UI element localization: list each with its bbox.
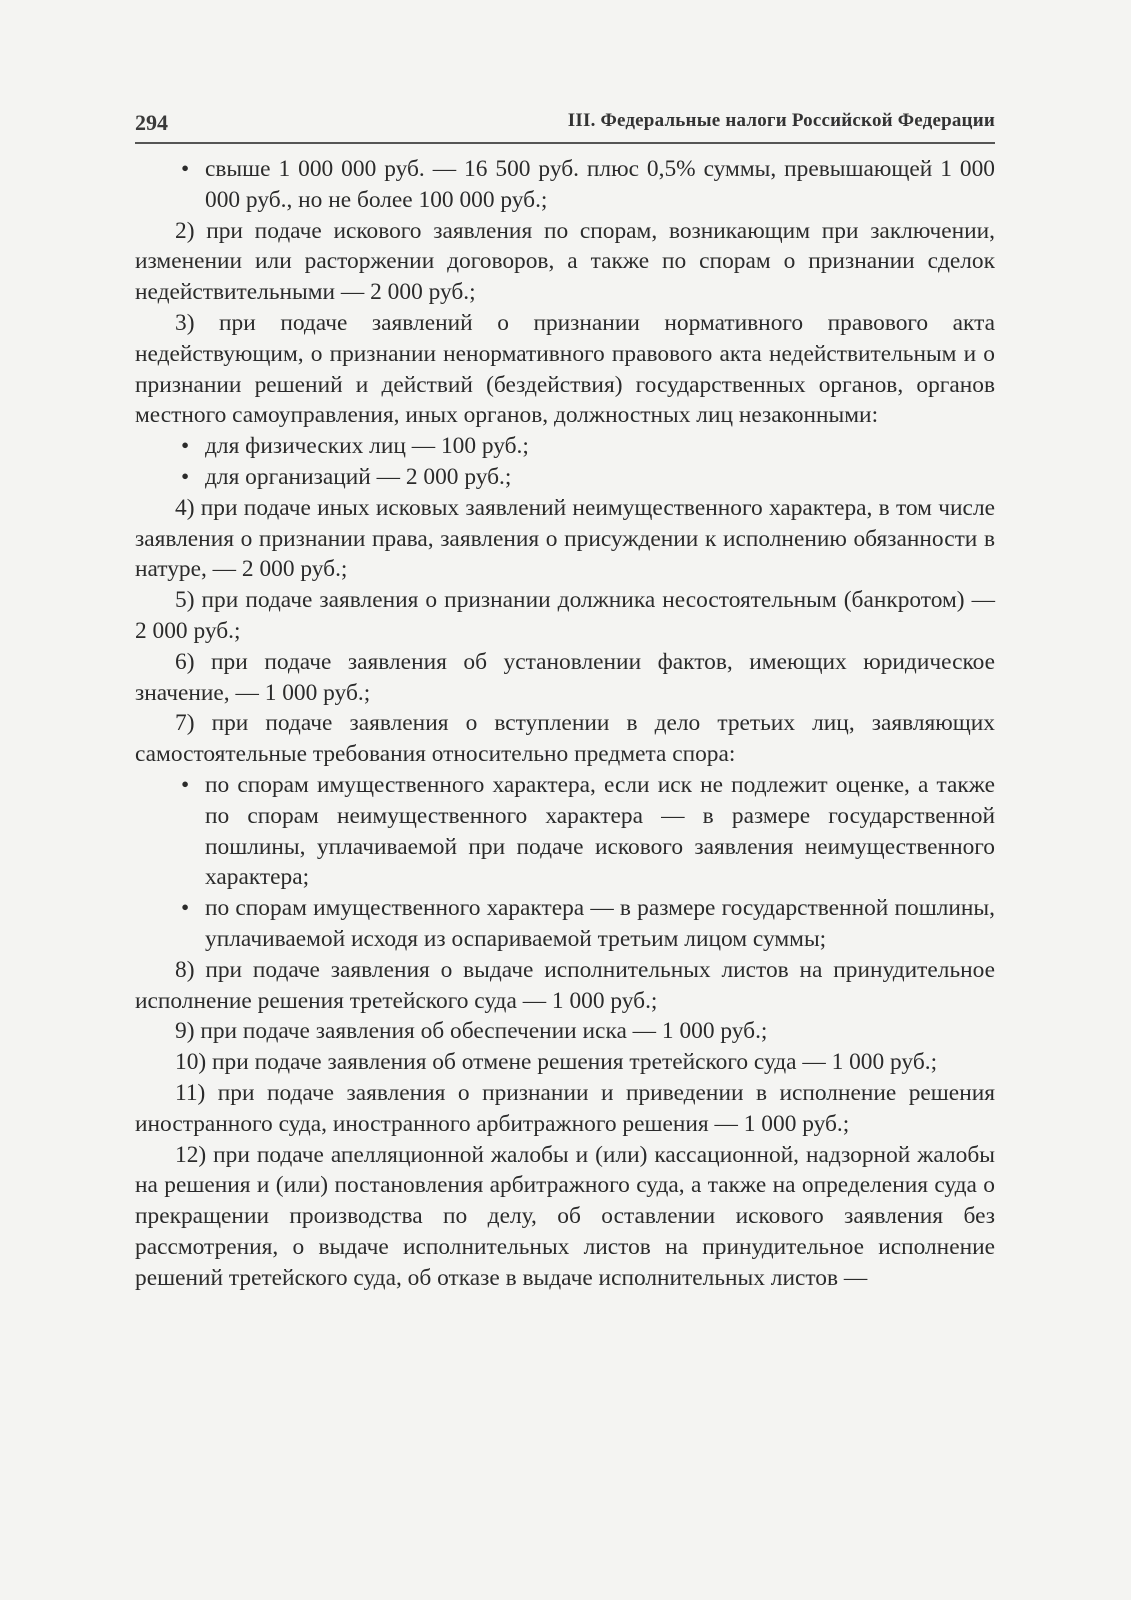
bullet-text: свыше 1 000 000 руб. — 16 500 руб. плюс 0,5% суммы, превышающей 1 000 000 руб., но не более 100 000 руб.;: [205, 156, 995, 213]
bullet-item: [135, 431, 995, 462]
page-header: [135, 108, 995, 144]
bullet-text: для физических лиц — 100 руб.;: [205, 433, 529, 460]
paragraph: 5) при подаче заявления о признании должника несостоятельным (банкротом) — 2 000 руб.;: [135, 587, 995, 644]
bullet-item: [135, 893, 995, 955]
page-number: 294: [135, 110, 168, 135]
paragraph: 12) при подаче апелляционной жалобы и (или) кассационной, надзорной жалобы на решения и (или) постановления арбитражного суда, а также на определения суда о прекращении производства по делу, об оставлении искового заявления без рассмотрения, о выдаче исполнительных листов на принудительное исполнение решений третейского суда, об отказе в выдаче исполнительных листов —: [135, 1141, 995, 1291]
bullet-item: [135, 462, 995, 493]
bullet-text: для организаций — 2 000 руб.;: [205, 463, 512, 490]
paragraph: 4) при подаче иных исковых заявлений неимущественного характера, в том числе заявления о признании права, заявления о присуждении к исполнению обязанности в натуре, — 2 000 руб.;: [135, 494, 995, 583]
bullet-icon: •: [181, 771, 190, 798]
body-text: [135, 154, 995, 1293]
paragraph: 7) при подаче заявления о вступлении в дело третьих лиц, заявляющих самостоятельные требования относительно предмета спора:: [135, 710, 995, 768]
bullet-icon: •: [181, 433, 190, 460]
bullet-item: [135, 770, 995, 893]
paragraph: 8) при подаче заявления о выдаче исполнительных листов на принудительное исполнение решения третейского суда — 1 000 руб.;: [135, 956, 995, 1014]
paragraph: 11) при подаче заявления о признании и приведении в исполнение решения иностранного суда, иностранного арбитражного решения — 1 000 руб.;: [135, 1079, 995, 1137]
paragraph: 9) при подаче заявления об обеспечении иска — 1 000 руб.;: [175, 1018, 768, 1045]
running-head: III. Федеральные налоги Российской Федерации: [567, 110, 995, 131]
bullet-icon: •: [181, 156, 190, 182]
paragraph: 10) при подаче заявления об отмене решения третейского суда — 1 000 руб.;: [175, 1049, 938, 1076]
bullet-item: [135, 154, 995, 216]
paragraph: 6) при подаче заявления об установлении фактов, имеющих юридическое значение, — 1 000 руб.;: [135, 648, 995, 706]
paragraph: 3) при подаче заявлений о признании нормативного правового акта недействующим, о признании ненормативного правового акта недействительным и о признании решений и действий (бездействия) государственных органов, органов местного самоуправления, иных органов, должностных лиц незаконными:: [135, 309, 995, 429]
bullet-icon: •: [181, 463, 190, 490]
bullet-text: по спорам имущественного характера — в размере государственной пошлины, уплачиваемой исходя из оспариваемой третьим лицом суммы;: [205, 895, 995, 952]
book-page: [135, 108, 995, 1293]
bullet-text: по спорам имущественного характера, если иск не подлежит оценке, а также по спорам неимущественного характера — в размере государственной пошлины, уплачиваемой при подаче искового заявления неимущественного характера;: [205, 771, 995, 891]
paragraph: 2) при подаче искового заявления по спорам, возникающим при заключении, изменении или расторжении договоров, а также по спорам о признании сделок недействительными — 2 000 руб.;: [135, 217, 995, 306]
bullet-icon: •: [181, 895, 190, 922]
